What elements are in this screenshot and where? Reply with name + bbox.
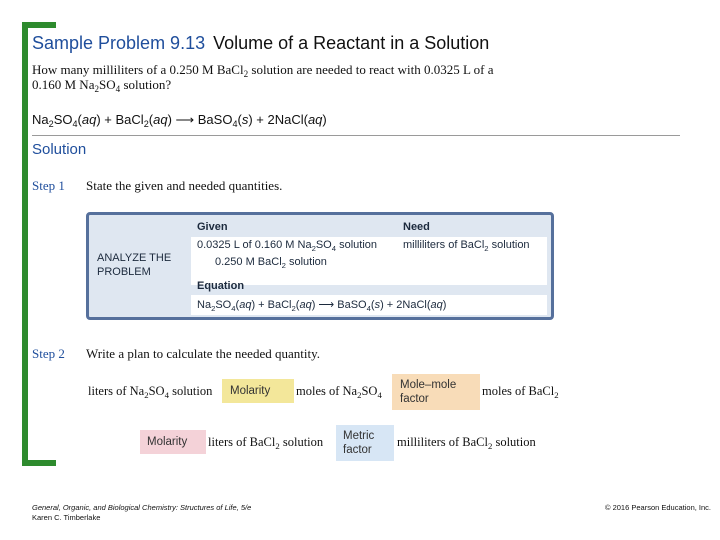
problem-name: Volume of a Reactant in a Solution: [213, 33, 490, 53]
given-header: Given: [197, 221, 228, 233]
plan-middle-1: moles of $Na_2SO_4$: [296, 384, 382, 400]
plan-middle-2: liters of BaCl$_2$ solution: [208, 435, 324, 451]
analyze-label: ANALYZE THE PROBLEM: [97, 252, 172, 278]
footer-author: Karen C. Timberlake: [32, 513, 101, 522]
mole-mole-factor: Mole–mole factor: [392, 374, 480, 410]
balanced-equation: $Na_2SO_4(aq)$ + BaCl$_2$(aq) ⟶ BaSO$_4$(s) + 2NaCl(aq): [32, 112, 327, 129]
given-value-2: 0.250 M BaCl$_2$ solution: [215, 256, 327, 270]
equation-value: $Na_2SO_4(aq)$ + BaCl$_2$(aq) ⟶ BaSO$_4$(s) + 2NaCl(aq): [197, 299, 447, 313]
plan-end-2: milliliters of BaCl$_2$ solution: [397, 435, 536, 451]
analyze-problem-table: [86, 212, 554, 320]
step-1-text: State the given and needed quantities.: [86, 178, 283, 193]
solution-heading: Solution: [32, 141, 87, 158]
problem-number: Sample Problem 9.13: [32, 33, 206, 53]
footer-copyright: © 2016 Pearson Education, Inc.: [604, 503, 711, 512]
equation-header: Equation: [197, 280, 245, 292]
plan-start: liters of $Na_2SO_4$ solution: [88, 384, 213, 400]
step-2-text: Write a plan to calculate the needed quantity.: [86, 346, 320, 361]
problem-question: How many milliliters of a 0.250 M BaCl$_2$ solution are needed to react with 0.0325 L of a 0.160 M $Na_2SO_4$ solution?: [32, 62, 494, 94]
metric-factor: Metric factor: [336, 425, 394, 461]
page-title: [32, 33, 489, 54]
divider: [32, 135, 680, 136]
step-1-label: Step 1: [32, 178, 65, 193]
need-value: milliliters of BaCl$_2$ solution: [403, 239, 530, 253]
plan-end-1: moles of BaCl$_2$: [482, 384, 559, 400]
molarity-factor-2: Molarity: [140, 430, 206, 454]
need-header: Need: [403, 221, 430, 233]
step-2-label: Step 2: [32, 346, 65, 361]
footer-book: General, Organic, and Biological Chemistry: Structures of Life, 5/e: [32, 503, 252, 512]
given-value: 0.0325 L of 0.160 M $Na_2SO_4$ solution: [197, 239, 378, 253]
molarity-factor-1: Molarity: [222, 379, 294, 403]
footer-credit: [32, 503, 251, 523]
